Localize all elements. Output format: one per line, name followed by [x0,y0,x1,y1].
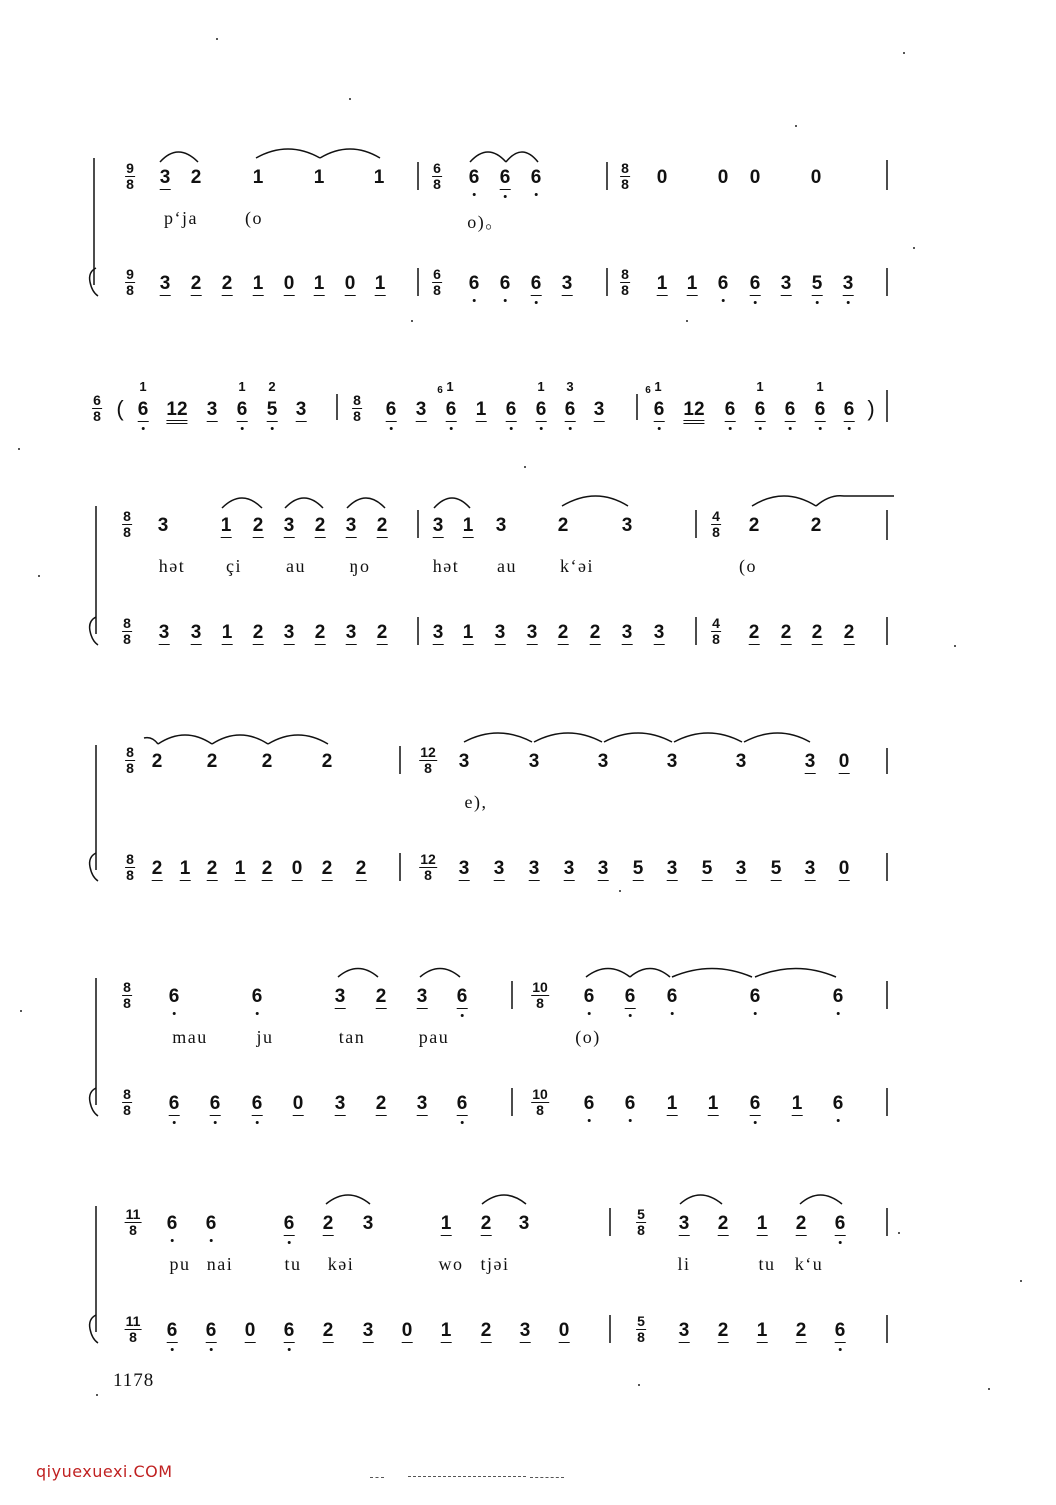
note: 1 [252,273,264,294]
time-signature: 9 8 [126,160,134,192]
note: 2 [190,167,202,188]
scan-speck [898,1232,900,1234]
page-number: 1178 [113,1370,155,1391]
scan-speck [1020,1280,1022,1282]
note: 3 [666,858,678,879]
note: 6 [653,399,665,420]
note: 3 [735,858,747,879]
note: 6 [209,1093,221,1114]
note: 2 [480,1320,492,1341]
note: 1 [221,622,233,643]
time-signature: 8 8 [123,615,131,647]
lyric: (o) [575,1027,601,1047]
note: 3 [190,622,202,643]
grace-note: 1 [756,379,764,394]
note: 2 [252,515,264,536]
time-signature: 8 8 [123,508,131,540]
note: 1 [791,1093,803,1114]
note: 6 [624,986,636,1007]
note: 2 [748,622,760,643]
note: 3 [597,751,609,772]
note: 3 [159,167,171,188]
note: 6 [754,399,766,420]
note: 3 [345,515,357,536]
scan-speck [686,320,688,322]
note: 1 [686,273,698,294]
note: 1 [374,273,386,294]
note: 6 [834,1320,846,1341]
note: 3 [561,273,573,294]
scan-speck [638,1384,640,1386]
time-signature: 6 8 [93,392,101,424]
note: 2 [261,858,273,879]
scan-speck [795,125,797,127]
grace-note: 6 [645,385,651,396]
note: 2 [190,273,202,294]
grace-note: 2 [268,379,276,394]
note: 1 [440,1213,452,1234]
note: 3 [295,399,307,420]
time-signature: 4 8 [712,615,720,647]
note: 0 [244,1320,256,1341]
note: 6 [583,1093,595,1114]
scan-speck [619,890,621,892]
note: 6 [749,986,761,1007]
note: 3 [804,858,816,879]
time-signature: 8 8 [621,160,629,192]
scan-speck [903,52,905,54]
time-signature: 8 8 [621,266,629,298]
note: 6 [832,1093,844,1114]
time-signature: 11 8 [125,1313,141,1345]
lyric: k‘u [794,1254,824,1274]
scan-speck [18,448,20,450]
lyric: (o [739,556,757,576]
note: 0 [838,751,850,772]
note: 3 [458,858,470,879]
note: 0 [838,858,850,879]
note: 1 [475,399,487,420]
note: 3 [345,622,357,643]
scan-speck [913,247,915,249]
note: 6 [717,273,729,294]
time-signature: 10 8 [532,979,548,1011]
time-signature: 8 8 [353,392,361,424]
note: 2 [748,515,760,536]
scan-speck [38,575,40,577]
note: 6 [843,399,855,420]
note: 3 [678,1213,690,1234]
note: 6 [166,1320,178,1341]
time-signature: 8 8 [123,1086,131,1118]
note: 3 [563,858,575,879]
lyric: tjəi [480,1254,510,1274]
note: 3 [842,273,854,294]
note: 1 [220,515,232,536]
lyric: pu [169,1254,191,1274]
note: 3 [804,751,816,772]
note: 6 [724,399,736,420]
note: 6 [505,399,517,420]
note: 2 [206,751,218,772]
note: 1 [756,1213,768,1234]
note: 2 [321,858,333,879]
note: 3 [494,622,506,643]
note: 6 [283,1320,295,1341]
lyric: o)。 [467,212,505,232]
note: 5 [701,858,713,879]
note: 1 [313,167,325,188]
note: 3 [518,1213,530,1234]
lyric: nai [206,1254,234,1274]
time-signature: 10 8 [532,1086,548,1118]
time-signature: 4 8 [712,508,720,540]
note: 3 [334,986,346,1007]
scan-artifact-line [530,1477,564,1479]
time-signature: 11 8 [125,1206,141,1238]
grace-note: 1 [139,379,147,394]
time-signature: 12 8 [420,851,436,883]
lyric: hət [158,556,186,576]
note: 3 [283,515,295,536]
note: 6 [283,1213,295,1234]
note: 1 [234,858,246,879]
note: 0 [656,167,668,188]
note: 2 [795,1320,807,1341]
note: 2 [843,622,855,643]
note: 6 [530,167,542,188]
note: 0 [283,273,295,294]
lyric: çi [226,556,242,576]
scan-speck [20,1010,22,1012]
note: 0 [717,167,729,188]
note: 3 [678,1320,690,1341]
note: 2 [810,515,822,536]
note: 3 [416,986,428,1007]
note: 2 [589,622,601,643]
note: 1 [179,858,191,879]
note: 3 [519,1320,531,1341]
grace-note: 1 [654,379,662,394]
note: 0 [292,1093,304,1114]
note: 1 [756,1320,768,1341]
lyric: tan [338,1027,366,1047]
note: 3 [362,1213,374,1234]
scan-artifact-line [370,1477,384,1479]
time-signature: 6 8 [433,160,441,192]
note: 2 [322,1213,334,1234]
lyric: au [286,556,306,576]
note: 6 [251,1093,263,1114]
note: 3 [495,515,507,536]
note: 2 [811,622,823,643]
note: 6 [499,273,511,294]
note: 2 [557,515,569,536]
open-paren: ( [116,396,124,421]
note: 6 [832,986,844,1007]
note: 2 [375,1093,387,1114]
note: 3 [159,273,171,294]
scan-artifact-line [408,1476,526,1478]
scan-speck [988,1388,990,1390]
note: 6 [583,986,595,1007]
note: 6 [564,399,576,420]
note: 5 [266,399,278,420]
note: 0 [749,167,761,188]
note: 3 [653,622,665,643]
note: 2 [780,622,792,643]
note: 3 [593,399,605,420]
note: 2 [322,1320,334,1341]
note: 0 [291,858,303,879]
note: 6 [784,399,796,420]
note: 3 [621,622,633,643]
note: 3 [283,622,295,643]
note: 6 [166,1213,178,1234]
lyric: kəi [327,1254,355,1274]
lyric: ŋo [349,556,371,576]
note: 2 [355,858,367,879]
note: 2 [795,1213,807,1234]
note: 3 [334,1093,346,1114]
note: 5 [770,858,782,879]
note: 2 [261,751,273,772]
note: 6 [137,399,149,420]
note: 3 [362,1320,374,1341]
note: 3 [621,515,633,536]
note: 6 [168,986,180,1007]
grace-note: 1 [816,379,824,394]
note: 2 [321,751,333,772]
note: 3 [493,858,505,879]
scan-speck [216,38,218,40]
note: 3 [157,515,169,536]
note: 2 [557,622,569,643]
note: 2 [375,986,387,1007]
note: 1 [666,1093,678,1114]
note: 6 [468,273,480,294]
note: 12 [166,400,187,424]
note: 1 [462,622,474,643]
note: 6 [749,1093,761,1114]
time-signature: 8 8 [126,744,134,776]
note: 2 [717,1213,729,1234]
note: 1 [313,273,325,294]
time-signature: 8 8 [126,851,134,883]
note: 1 [440,1320,452,1341]
note: 6 [499,167,511,188]
note: 6 [385,399,397,420]
scan-speck [954,645,956,647]
note: 1 [252,167,264,188]
lyric: pau [418,1027,450,1047]
note: 2 [717,1320,729,1341]
note: 3 [158,622,170,643]
note: 3 [666,751,678,772]
note: 6 [456,986,468,1007]
note: 6 [205,1213,217,1234]
note: 6 [445,399,457,420]
note: 3 [416,1093,428,1114]
note: 3 [526,622,538,643]
lyric: hət [432,556,460,576]
note: 3 [432,515,444,536]
note: 3 [458,751,470,772]
note: 6 [814,399,826,420]
note: 2 [314,622,326,643]
note: 5 [811,273,823,294]
grace-note: 3 [566,379,574,394]
time-signature: 5 8 [637,1313,645,1345]
note: 0 [810,167,822,188]
note: 2 [151,751,163,772]
note: 2 [314,515,326,536]
time-signature: 5 8 [637,1206,645,1238]
scan-speck [411,320,413,322]
note: 6 [236,399,248,420]
note: 3 [528,858,540,879]
grace-note: 1 [537,379,545,394]
grace-note: 1 [446,379,454,394]
lyric: tu [758,1254,776,1274]
note: 3 [432,622,444,643]
note: 2 [221,273,233,294]
note: 6 [624,1093,636,1114]
note: 6 [834,1213,846,1234]
lyric: wo [438,1254,464,1274]
note: 1 [656,273,668,294]
grace-note: 6 [437,385,443,396]
note: 6 [251,986,263,1007]
note: 12 [683,400,704,424]
note: 0 [558,1320,570,1341]
note: 2 [151,858,163,879]
note: 2 [376,622,388,643]
note: 3 [206,399,218,420]
note: 1 [462,515,474,536]
time-signature: 8 8 [123,979,131,1011]
note: 2 [480,1213,492,1234]
lyric: tu [284,1254,302,1274]
time-signature: 6 8 [433,266,441,298]
time-signature: 12 8 [420,744,436,776]
scan-speck [96,1394,98,1396]
note: 6 [535,399,547,420]
note: 6 [749,273,761,294]
note: 0 [401,1320,413,1341]
note: 1 [707,1093,719,1114]
time-signature: 9 8 [126,266,134,298]
note: 3 [415,399,427,420]
note: 0 [344,273,356,294]
lyric: li [677,1254,691,1274]
note: 6 [666,986,678,1007]
scan-speck [524,466,526,468]
lyric: mau [172,1027,208,1047]
lyric: ju [256,1027,274,1047]
close-paren: ) [867,396,875,421]
note: 3 [735,751,747,772]
lyric: p‘ja [164,208,198,228]
note: 2 [206,858,218,879]
note: 5 [632,858,644,879]
note: 3 [528,751,540,772]
lyric: k‘əi [560,556,594,576]
note: 6 [530,273,542,294]
lyric: (o [245,208,263,228]
note: 6 [456,1093,468,1114]
scan-speck [349,98,351,100]
note: 6 [468,167,480,188]
watermark-text: qiyuexuexi.COM [36,1462,173,1481]
note: 6 [205,1320,217,1341]
lyric: au [497,556,517,576]
note: 3 [597,858,609,879]
note: 1 [373,167,385,188]
note: 2 [252,622,264,643]
grace-note: 1 [238,379,246,394]
note: 2 [376,515,388,536]
lyric: e), [464,792,488,812]
note: 6 [168,1093,180,1114]
note: 3 [780,273,792,294]
